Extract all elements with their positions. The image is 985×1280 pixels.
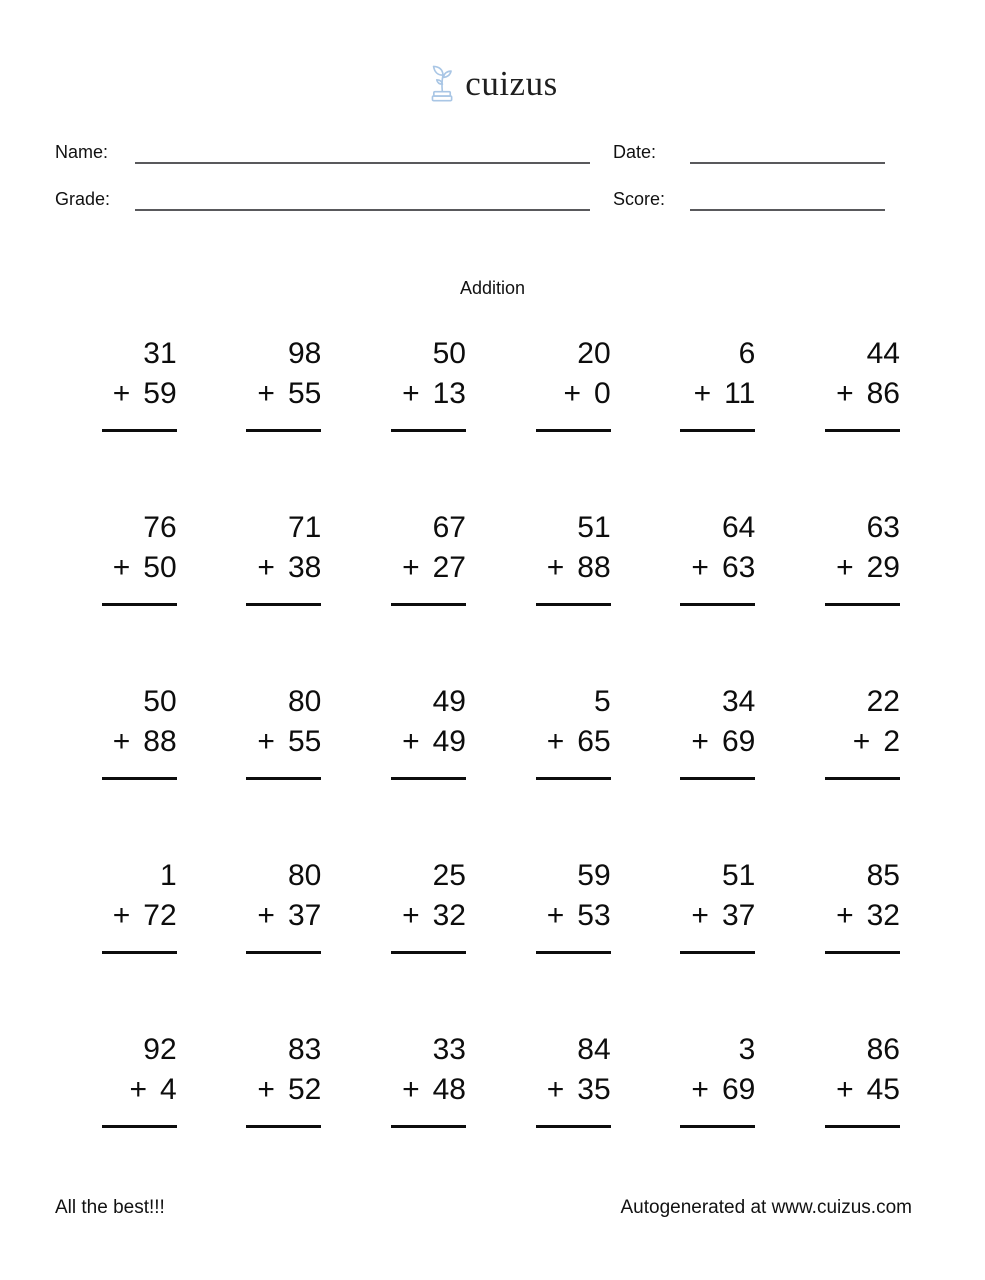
bottom-addend: 53: [577, 899, 611, 932]
bottom-addend: 29: [866, 551, 900, 584]
addition-problem: [679, 682, 755, 780]
problem-cell: [321, 508, 466, 606]
bottom-addend: 65: [577, 725, 611, 758]
grade-blank-line: [135, 187, 590, 211]
bottom-addend: 63: [721, 551, 756, 584]
bottom-addend: 88: [143, 725, 177, 758]
answer-blank-line: [391, 603, 466, 606]
problem-cell: [177, 334, 322, 432]
addition-problem: [679, 856, 755, 954]
top-addend: 98: [287, 337, 322, 370]
bottom-addend: 45: [866, 1073, 900, 1106]
addition-problem: [535, 682, 611, 780]
footer: [55, 1197, 912, 1219]
problems-grid: [32, 334, 900, 1128]
plus-operator: +: [836, 551, 854, 584]
plus-operator: +: [852, 725, 871, 758]
bottom-addend-row: [824, 722, 900, 762]
bottom-addend: 38: [287, 551, 322, 584]
bottom-addend: 37: [721, 899, 756, 932]
addition-problem: [679, 1030, 755, 1128]
answer-blank-line: [102, 777, 177, 780]
answer-blank-line: [680, 777, 755, 780]
top-addend: 67: [432, 511, 466, 544]
bottom-addend-row: [535, 374, 611, 414]
addition-problem: [101, 334, 177, 432]
bottom-addend-row: [679, 1070, 755, 1110]
bottom-addend: 50: [143, 551, 177, 584]
problem-cell: [32, 1030, 177, 1128]
problem-cell: [32, 682, 177, 780]
plus-operator: +: [257, 551, 275, 584]
addition-problem: [245, 508, 321, 606]
top-addend: 6: [738, 337, 756, 370]
addition-problem: [390, 508, 466, 606]
addition-problem: [390, 1030, 466, 1128]
problem-cell: [32, 856, 177, 954]
addition-problem: [679, 508, 755, 606]
bottom-addend: 86: [866, 377, 900, 410]
problem-cell: [611, 856, 756, 954]
answer-blank-line: [102, 429, 177, 432]
answer-blank-line: [391, 777, 466, 780]
worksheet-title: Addition: [459, 278, 526, 298]
plus-operator: +: [836, 377, 854, 410]
problem-cell: [611, 1030, 756, 1128]
top-addend: 44: [866, 337, 900, 370]
plus-operator: +: [257, 899, 275, 932]
bottom-addend-row: [101, 1070, 177, 1110]
bottom-addend-row: [390, 722, 466, 762]
addition-problem: [824, 334, 900, 432]
answer-blank-line: [391, 429, 466, 432]
answer-blank-line: [536, 429, 611, 432]
problem-cell: [755, 1030, 900, 1128]
answer-blank-line: [680, 603, 755, 606]
answer-blank-line: [825, 429, 900, 432]
top-addend: 80: [287, 685, 322, 718]
bottom-addend-row: [101, 548, 177, 588]
answer-blank-line: [825, 603, 900, 606]
addition-problem: [390, 334, 466, 432]
plus-operator: +: [546, 1073, 565, 1106]
answer-blank-line: [536, 951, 611, 954]
name-date-row: [55, 138, 885, 164]
problem-cell: [177, 508, 322, 606]
bottom-addend-row: [679, 374, 755, 414]
footer-attribution: Autogenerated at www.cuizus.com: [620, 1197, 912, 1218]
problem-cell: [611, 682, 756, 780]
top-addend: 33: [432, 1033, 466, 1066]
plus-operator: +: [402, 725, 420, 758]
bottom-addend-row: [535, 1070, 611, 1110]
problem-cell: [466, 682, 611, 780]
bottom-addend: 13: [432, 377, 466, 410]
bottom-addend: 55: [287, 377, 322, 410]
top-addend: 84: [577, 1033, 611, 1066]
addition-problem: [535, 508, 611, 606]
score-label: Score:: [613, 189, 666, 209]
bottom-addend-row: [245, 896, 321, 936]
addition-problem: [535, 1030, 611, 1128]
header-fields: [55, 138, 885, 232]
logo: [0, 60, 985, 103]
grade-score-row: [55, 185, 885, 211]
problem-cell: [321, 334, 466, 432]
bottom-addend: 27: [432, 551, 466, 584]
plus-operator: +: [836, 899, 854, 932]
bottom-addend: 55: [287, 725, 322, 758]
plus-operator: +: [691, 551, 709, 584]
addition-problem: [824, 682, 900, 780]
answer-blank-line: [102, 951, 177, 954]
problem-cell: [177, 682, 322, 780]
bottom-addend-row: [101, 722, 177, 762]
addition-problem: [824, 856, 900, 954]
plus-operator: +: [257, 1073, 275, 1106]
addition-problem: [245, 856, 321, 954]
problem-cell: [755, 856, 900, 954]
problem-cell: [321, 856, 466, 954]
bottom-addend: 32: [432, 899, 466, 932]
problem-cell: [177, 856, 322, 954]
top-addend: 51: [721, 859, 756, 892]
answer-blank-line: [825, 951, 900, 954]
bottom-addend-row: [245, 374, 321, 414]
name-label: Name:: [55, 142, 109, 162]
problem-cell: [466, 334, 611, 432]
answer-blank-line: [391, 1125, 466, 1128]
addition-problem: [245, 1030, 321, 1128]
top-addend: 85: [866, 859, 900, 892]
answer-blank-line: [246, 603, 321, 606]
answer-blank-line: [246, 1125, 321, 1128]
bottom-addend-row: [390, 548, 466, 588]
plus-operator: +: [546, 725, 565, 758]
addition-problem: [390, 682, 466, 780]
plus-operator: +: [836, 1073, 854, 1106]
problem-cell: [611, 334, 756, 432]
bottom-addend-row: [245, 722, 321, 762]
date-blank-line: [690, 140, 885, 164]
bottom-addend: 69: [721, 1073, 756, 1106]
top-addend: 31: [143, 337, 177, 370]
addition-problem: [101, 508, 177, 606]
problem-cell: [755, 334, 900, 432]
top-addend: 92: [143, 1033, 177, 1066]
answer-blank-line: [680, 951, 755, 954]
bottom-addend: 2: [883, 725, 900, 758]
bottom-addend-row: [390, 374, 466, 414]
addition-problem: [101, 682, 177, 780]
plus-operator: +: [257, 377, 275, 410]
plus-operator: +: [257, 725, 275, 758]
plus-operator: +: [402, 377, 420, 410]
answer-blank-line: [680, 1125, 755, 1128]
top-addend: 5: [593, 685, 611, 718]
addition-problem: [390, 856, 466, 954]
addition-problem: [245, 334, 321, 432]
top-addend: 83: [287, 1033, 322, 1066]
top-addend: 20: [577, 337, 611, 370]
top-addend: 50: [143, 685, 177, 718]
bottom-addend-row: [535, 896, 611, 936]
addition-problem: [535, 334, 611, 432]
problem-cell: [466, 1030, 611, 1128]
answer-blank-line: [102, 1125, 177, 1128]
plus-operator: +: [563, 377, 581, 410]
top-addend: 64: [721, 511, 756, 544]
problem-cell: [321, 682, 466, 780]
plus-operator: +: [691, 899, 709, 932]
date-label: Date:: [613, 142, 657, 162]
problem-cell: [755, 682, 900, 780]
top-addend: 49: [432, 685, 466, 718]
addition-problem: [824, 1030, 900, 1128]
footer-message: All the best!!!: [55, 1197, 165, 1218]
bottom-addend-row: [101, 896, 177, 936]
problem-cell: [177, 1030, 322, 1128]
bottom-addend-row: [679, 722, 755, 762]
score-blank-line: [690, 187, 885, 211]
bottom-addend: 49: [432, 725, 466, 758]
answer-blank-line: [825, 777, 900, 780]
problem-cell: [611, 508, 756, 606]
top-addend: 25: [432, 859, 466, 892]
answer-blank-line: [536, 603, 611, 606]
top-addend: 80: [287, 859, 322, 892]
addition-problem: [245, 682, 321, 780]
top-addend: 71: [287, 511, 322, 544]
bottom-addend: 59: [143, 377, 177, 410]
bottom-addend-row: [390, 1070, 466, 1110]
bottom-addend-row: [101, 374, 177, 414]
plus-operator: +: [691, 1073, 709, 1106]
plus-operator: +: [112, 551, 131, 584]
plus-operator: +: [546, 899, 565, 932]
top-addend: 51: [577, 511, 611, 544]
problem-cell: [32, 508, 177, 606]
bottom-addend-row: [535, 548, 611, 588]
bottom-addend: 32: [866, 899, 900, 932]
bottom-addend: 4: [159, 1073, 177, 1106]
plus-operator: +: [112, 377, 131, 410]
logo-text: cuizus: [465, 64, 558, 103]
plus-operator: +: [112, 725, 131, 758]
addition-problem: [101, 1030, 177, 1128]
plus-operator: +: [402, 551, 420, 584]
plus-operator: +: [546, 551, 565, 584]
bottom-addend: 52: [287, 1073, 322, 1106]
top-addend: 86: [866, 1033, 900, 1066]
bottom-addend-row: [824, 374, 900, 414]
addition-problem: [535, 856, 611, 954]
top-addend: 22: [866, 685, 900, 718]
answer-blank-line: [536, 1125, 611, 1128]
bottom-addend-row: [679, 896, 755, 936]
bottom-addend-row: [824, 548, 900, 588]
name-blank-line: [135, 140, 590, 164]
bottom-addend: 48: [432, 1073, 466, 1106]
bottom-addend-row: [535, 722, 611, 762]
plus-operator: +: [112, 899, 131, 932]
plus-operator: +: [691, 725, 709, 758]
top-addend: 63: [866, 511, 900, 544]
bottom-addend: 69: [721, 725, 756, 758]
bottom-addend: 72: [143, 899, 177, 932]
plus-operator: +: [402, 1073, 420, 1106]
addition-problem: [824, 508, 900, 606]
top-addend: 34: [721, 685, 756, 718]
answer-blank-line: [246, 777, 321, 780]
grade-label: Grade:: [55, 189, 111, 209]
bottom-addend: 0: [593, 377, 611, 410]
answer-blank-line: [102, 603, 177, 606]
answer-blank-line: [246, 951, 321, 954]
problem-cell: [755, 508, 900, 606]
bottom-addend: 11: [724, 377, 756, 410]
plant-books-icon: [427, 60, 458, 103]
plus-operator: +: [402, 899, 420, 932]
problem-cell: [321, 1030, 466, 1128]
answer-blank-line: [825, 1125, 900, 1128]
problem-cell: [466, 856, 611, 954]
bottom-addend: 88: [577, 551, 611, 584]
top-addend: 1: [159, 859, 177, 892]
bottom-addend-row: [679, 548, 755, 588]
bottom-addend-row: [245, 1070, 321, 1110]
bottom-addend-row: [245, 548, 321, 588]
answer-blank-line: [246, 429, 321, 432]
problem-cell: [32, 334, 177, 432]
answer-blank-line: [536, 777, 611, 780]
problem-cell: [466, 508, 611, 606]
addition-problem: [101, 856, 177, 954]
top-addend: 50: [432, 337, 466, 370]
bottom-addend: 35: [577, 1073, 611, 1106]
top-addend: 59: [577, 859, 611, 892]
top-addend: 76: [143, 511, 177, 544]
bottom-addend-row: [390, 896, 466, 936]
answer-blank-line: [391, 951, 466, 954]
addition-problem: [679, 334, 755, 432]
bottom-addend: 37: [287, 899, 322, 932]
top-addend: 3: [738, 1033, 756, 1066]
bottom-addend-row: [824, 1070, 900, 1110]
bottom-addend-row: [824, 896, 900, 936]
plus-operator: +: [693, 377, 712, 410]
plus-operator: +: [129, 1073, 147, 1106]
answer-blank-line: [680, 429, 755, 432]
